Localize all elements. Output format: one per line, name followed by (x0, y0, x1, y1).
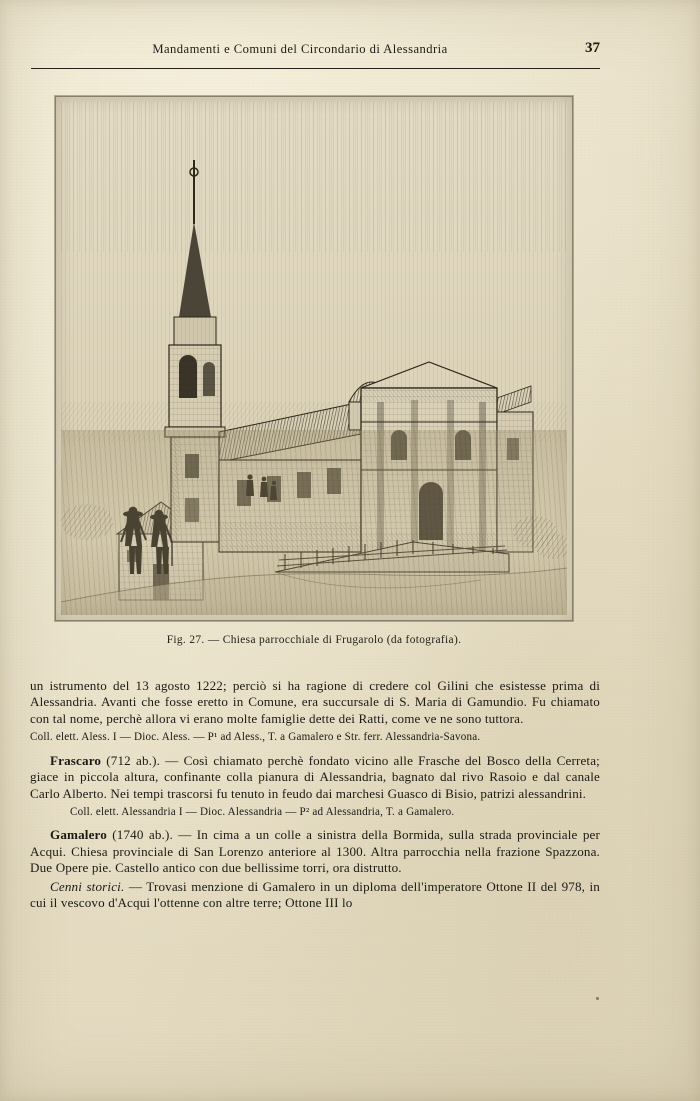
engraving-canvas (61, 102, 567, 615)
header-rule (31, 68, 600, 69)
entry-subtext-gamalero: Trovasi menzione di Gamalero in un diploma dell'imperatore Ottone II del 978, in cui il vescovo d'Acqui l'ottenne con altre terre; Ottone III lo (30, 878, 601, 911)
entry-gamalero-history (30, 879, 600, 912)
entry-population-gamalero: (1740 ab.). (112, 827, 173, 843)
running-head-title: Mandamenti e Comuni del Circondario di Alessandria (152, 42, 448, 56)
note-frascaro: Coll. elett. Alessandria I — Dioc. Alessandria — P² ad Alessandria, T. a Gamalero. (70, 805, 455, 818)
engraving-sky-hatch-light (61, 102, 567, 252)
subheading-cenni-storici: Cenni storici. (50, 878, 125, 894)
engraving-ground (61, 430, 567, 615)
body-text (30, 678, 600, 913)
entry-name-frascaro: Frascaro (50, 752, 102, 768)
entry-dash-frascaro: — (165, 752, 179, 768)
entry-frascaro (30, 753, 600, 802)
page-number: 37 (585, 40, 600, 56)
entry-name-gamalero: Gamalero (50, 827, 107, 843)
running-head (30, 42, 600, 60)
paragraph-continued: un istrumento del 13 agosto 1222; perciò si ha ragione di credere col Gilini che esistesse prima di Alessandria. Avanti che fosse eretto in Comune, era succursale di S. Maria di Gamundio. Fu chiamato con tal nome, perchè allora vi erano molte famiglie dette dei Ratti, come ve ne sono tuttora. (30, 678, 600, 726)
entry-dash-gamalero: — (178, 827, 192, 843)
entry-text-frascaro: Così chiamato perchè fondato vicino alle Frasche del Bosco della Cerreta; giace in piccola altura, confinante colla pianura di Alessandria, bagnato dal rivo Rasoio e dal canale Carlo Alberto. Nei tempi trascorsi fu tenuto in feudo dai marchesi Guasco di Bisio, patrizi alessandrini. (30, 752, 600, 801)
entry-population-frascaro: (712 ab.). (106, 752, 161, 768)
figure-caption: Fig. 27. — Chiesa parrocchiale di Frugarolo (da fotografia). (166, 634, 462, 646)
page-content (30, 0, 670, 1101)
ink-speck (596, 997, 599, 1000)
figure-engraving (55, 96, 573, 621)
subheading-dash: — (128, 878, 143, 894)
note-frugarolo: Coll. elett. Aless. I — Dioc. Aless. — P¹ ad Aless., T. a Gamalero e Str. ferr. Alessandria-Savona. (30, 731, 481, 744)
entry-gamalero (30, 827, 600, 876)
entry-text-gamalero: In cima a un colle a sinistra della Bormida, sulla strada provinciale per Acqui. Chiesa provinciale di San Lorenzo anteriore al 1300. Altra parrocchia nella frazione Spazzona. Due Opere pie. Castello antico con due bellissime torri, ora distrutto. (30, 827, 600, 876)
